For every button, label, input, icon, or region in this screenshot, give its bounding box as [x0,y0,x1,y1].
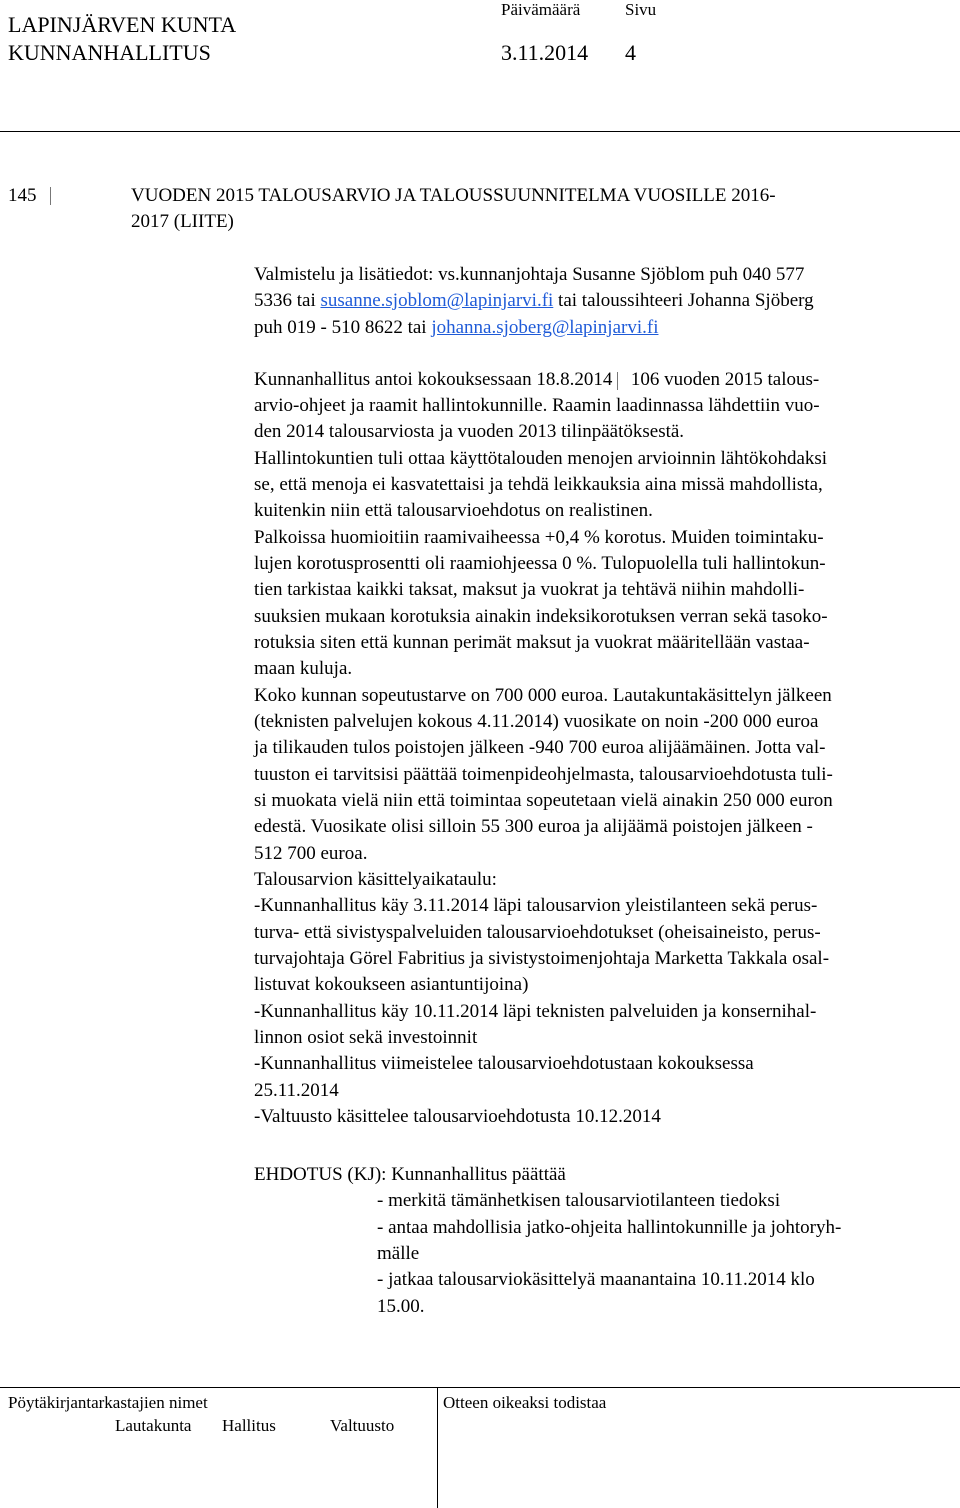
body-name: KUNNANHALLITUS [8,40,211,65]
footer-rule [0,1387,960,1388]
section-title-line1: VUODEN 2015 TALOUSARVIO JA TALOUSSUUNNITELMA VUOSILLE 2016- [131,185,776,206]
body-line-20: -Kunnanhallitus käy 3.11.2014 läpi talousarvion yleistilanteen sekä perus- [254,895,818,916]
header-rule [0,131,960,132]
page-label: Sivu [625,0,657,19]
body-line-7: lujen korotusprosentti oli raamiohjeessa 0 %. Tulopuolella tuli hallintokun- [254,553,826,574]
proposal-item-3: - jatkaa talousarviokäsittelyä maanantaina 10.11.2014 klo [377,1269,815,1290]
body-line-24: -Kunnanhallitus käy 10.11.2014 läpi teknisten palveluiden ja konsernihal- [254,1001,817,1022]
body-line-25: linnon osiot sekä investoinnit [254,1027,478,1048]
prep-line2-suffix: tai taloussihteeri Johanna Sjöberg [553,290,814,311]
body-line-9: suuksien mukaan korotuksia ainakin indeksikorotuksen verran sekä tasoko- [254,606,828,627]
body-line-17: edestä. Vuosikate olisi silloin 55 300 euroa ja alijäämä poistojen jälkeen - [254,816,813,837]
body-line-0-text: Kunnanhallitus antoi kokouksessaan 18.8.2014 [254,369,613,390]
section-number: 145 [8,185,37,206]
body-line-16: si muokata vielä niin että toimintaa sopeutetaan vielä ainakin 250 000 euron [254,790,833,811]
body-line-0-suffix: 106 vuoden 2015 talous- [630,369,820,390]
body-line-5: kuitenkin niin että talousarvioehdotus on realistinen. [254,500,653,521]
section-marker-icon [50,187,59,205]
body-line-3: Hallintokuntien tuli ottaa käyttötalouden menojen arvioinnin lähtökohdaksi [254,448,828,469]
proposal-heading: EHDOTUS (KJ): Kunnanhallitus päättää [254,1164,566,1185]
body-line-13: (teknisten palvelujen kokous 4.11.2014) vuosikate on noin -200 000 euroa [254,711,819,732]
body-valtuusto: Valtuusto [330,1416,395,1435]
prep-line3-prefix: puh 019 - 510 8622 tai [254,317,432,338]
proposal-item-4: 15.00. [377,1296,425,1317]
body-line-4: se, että menoja ei kasvatettaisi ja tehdä leikkauksia aina missä mahdollista, [254,474,823,495]
body-line-28: -Valtuusto käsittelee talousarvioehdotusta 10.12.2014 [254,1106,661,1127]
body-line-14: ja tilikauden tulos poistojen jälkeen -940 700 euroa alijäämäinen. Jotta val- [254,737,826,758]
body-line-27: 25.11.2014 [254,1080,339,1101]
email-link-susanne[interactable]: susanne.sjoblom@lapinjarvi.fi [320,290,554,311]
inspectors-label: Pöytäkirjantarkastajien nimet [8,1393,208,1412]
body-line-0 [254,369,819,391]
body-line-22: turvajohtaja Görel Fabritius ja sivistystoimenjohtaja Marketta Takkala osal- [254,948,830,969]
page-number: 4 [625,40,636,65]
body-line-18: 512 700 euroa. [254,843,368,864]
meeting-date: 3.11.2014 [501,40,589,65]
body-lautakunta: Lautakunta [115,1416,192,1435]
footer-divider [437,1388,438,1508]
prep-line2 [254,290,814,312]
body-line-26: -Kunnanhallitus viimeistelee talousarvioehdotustaan kokouksessa [254,1053,754,1074]
body-line-12: Koko kunnan sopeutustarve on 700 000 euroa. Lautakuntakäsittelyn jälkeen [254,685,832,706]
proposal-item-2: mälle [377,1243,420,1264]
section-title-line2: 2017 (LIITE) [131,211,234,232]
body-line-10: rotuksia siten että kunnan perimät maksut ja vuokrat määritellään vastaa- [254,632,810,653]
section-marker-icon [617,372,626,390]
body-line-2: den 2014 talousarviosta ja vuoden 2013 tilinpäätöksestä. [254,421,685,442]
body-line-23: listuvat kokoukseen asiantuntijoina) [254,974,529,995]
prep-line2-prefix: 5336 tai [254,290,321,311]
prep-line1: Valmistelu ja lisätiedot: vs.kunnanjohtaja Susanne Sjöblom puh 040 577 [254,264,805,285]
proposal-item-0: - merkitä tämänhetkisen talousarviotilanteen tiedoksi [377,1190,781,1211]
body-line-15: tuuston ei tarvitsisi päättää toimenpideohjelmasta, talousarvioehdotusta tuli- [254,764,833,785]
body-line-8: tien tarkistaa kaikki taksat, maksut ja vuokrat ja tehtävä niihin mahdolli- [254,579,805,600]
proposal-item-1: - antaa mahdollisia jatko-ohjeita hallintokunnille ja johtoryh- [377,1217,842,1238]
body-line-1: arvio-ohjeet ja raamit hallintokunnille. Raamin laadinnassa lähdettiin vuo- [254,395,820,416]
body-line-19: Talousarvion käsittelyaikataulu: [254,869,497,890]
prep-line3 [254,317,658,339]
body-hallitus: Hallitus [222,1416,276,1435]
certified-label: Otteen oikeaksi todistaa [443,1393,607,1412]
email-link-johanna[interactable]: johanna.sjoberg@lapinjarvi.fi [431,317,659,338]
org-name: LAPINJÄRVEN KUNTA [8,12,237,37]
body-line-6: Palkoissa huomioitiin raamivaiheessa +0,4 % korotus. Muiden toimintaku- [254,527,824,548]
body-line-11: maan kuluja. [254,658,353,679]
date-label: Päivämäärä [501,0,581,19]
body-line-21: turva- että sivistyspalveluiden talousarvioehdotukset (oheisaineisto, perus- [254,922,821,943]
